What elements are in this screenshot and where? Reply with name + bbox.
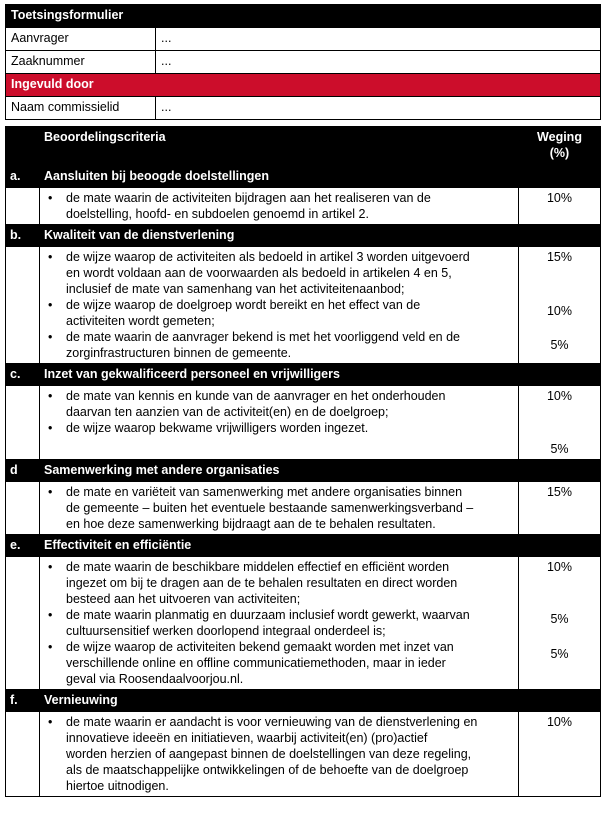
member-name-label: Naam commissielid xyxy=(6,97,156,120)
criterion-line: activiteiten wordt gemeten; xyxy=(66,314,215,328)
section-title: Aansluiten bij beoogde doelstellingen xyxy=(40,166,601,188)
criteria-list-cell xyxy=(40,188,519,225)
section-letter: e. xyxy=(6,535,40,558)
weight-value: 10% xyxy=(546,715,573,729)
section-body xyxy=(6,482,601,535)
weight-cell xyxy=(519,557,601,690)
table-row xyxy=(6,97,601,120)
case-number-value[interactable]: ... xyxy=(156,51,601,74)
criterion-line: • de mate waarin de activiteiten bijdragen aan het realiseren van de xyxy=(66,191,431,205)
criterion-line: • de wijze waarop bekwame vrijwilligers worden ingezet. xyxy=(66,421,369,435)
header-spacer xyxy=(6,126,40,166)
criterion-line: • de mate waarin er aandacht is voor vernieuwing van de dienstverlening en xyxy=(66,715,478,729)
list-item xyxy=(66,714,514,794)
criterion-line: innovatieve ideeën en initiatieven, waarbij activiteit(en) (pro)actief xyxy=(66,731,428,745)
weight-value: 10% xyxy=(546,304,573,318)
criterion-line: • de mate waarin de beschikbare middelen effectief en efficiënt worden xyxy=(66,560,450,574)
criteria-list xyxy=(44,559,514,687)
list-item xyxy=(66,639,514,687)
weight-value: 10% xyxy=(546,191,573,205)
section-title: Kwaliteit van de dienstverlening xyxy=(40,225,601,248)
section-spacer xyxy=(6,247,40,364)
section-spacer xyxy=(6,482,40,535)
weight-value: 5% xyxy=(550,338,569,352)
criterion-line: • de mate en variëteit van samenwerking met andere organisaties binnen xyxy=(66,485,463,499)
criteria-list xyxy=(44,388,514,436)
section-spacer xyxy=(6,712,40,797)
section-header xyxy=(6,690,601,713)
criterion-line: besteed aan het uitvoeren van activiteiten; xyxy=(66,592,301,606)
section-title: Inzet van gekwalificeerd personeel en vrijwilligers xyxy=(40,364,601,387)
section-body xyxy=(6,386,601,460)
criterion-line: ingezet om bij te dragen aan de te behalen resultaten en direct worden xyxy=(66,576,458,590)
section-title: Effectiviteit en efficiëntie xyxy=(40,535,601,558)
criterion-line: en hoe deze samenwerking bijdraagt aan de te behalen resultaten. xyxy=(66,517,436,531)
criterion-line: • de mate van kennis en kunde van de aanvrager en het onderhouden xyxy=(66,389,446,403)
filled-by-title: Ingevuld door xyxy=(6,74,601,97)
weight-value: 15% xyxy=(546,485,573,499)
section-letter: d xyxy=(6,460,40,483)
criterion-line: doelstelling, hoofd- en subdoelen genoemd in artikel 2. xyxy=(66,207,369,221)
criteria-list xyxy=(44,484,514,532)
criteria-list xyxy=(44,714,514,794)
criterion-line: de gemeente – buiten het eventuele bestaande samenwerkingsverband – xyxy=(66,501,474,515)
section-spacer xyxy=(6,557,40,690)
section-header xyxy=(6,460,601,483)
weight-value: 5% xyxy=(550,647,569,661)
criteria-list-cell xyxy=(40,247,519,364)
criterion-line: inclusief de mate van samenhang van het activiteitenaanbod; xyxy=(66,282,405,296)
weight-cell xyxy=(519,712,601,797)
weight-cell xyxy=(519,188,601,225)
list-item xyxy=(66,607,514,639)
applicant-label: Aanvrager xyxy=(6,28,156,51)
criterion-line: verschillende online en offline communicatiemethoden, maar in ieder xyxy=(66,656,446,670)
list-item xyxy=(66,559,514,607)
section-spacer xyxy=(6,386,40,460)
weight-cell xyxy=(519,386,601,460)
form-title: Toetsingsformulier xyxy=(6,5,601,28)
list-item xyxy=(66,297,514,329)
criteria-header: Beoordelingscriteria xyxy=(40,126,519,166)
weight-value: 5% xyxy=(550,442,569,456)
weight-value: 10% xyxy=(546,389,573,403)
member-name-value[interactable]: ... xyxy=(156,97,601,120)
section-header xyxy=(6,166,601,188)
criterion-line: • de mate waarin planmatig en duurzaam inclusief wordt gewerkt, waarvan xyxy=(66,608,470,622)
section-letter: c. xyxy=(6,364,40,387)
list-item xyxy=(66,249,514,297)
criterion-line: cultuursensitief werken doorlopend integraal onderdeel is; xyxy=(66,624,386,638)
list-item xyxy=(66,420,514,436)
table-row xyxy=(6,51,601,74)
section-spacer xyxy=(6,188,40,225)
weight-cell xyxy=(519,482,601,535)
weight-value: 5% xyxy=(550,612,569,626)
criterion-line: • de wijze waarop de activiteiten als bedoeld in artikel 3 worden uitgevoerd xyxy=(66,250,470,264)
criterion-line: als de maatschappelijke ontwikkelingen of de behoefte van de doelgroep xyxy=(66,763,469,777)
section-title: Samenwerking met andere organisaties xyxy=(40,460,601,483)
list-item xyxy=(66,484,514,532)
weight-header: Weging (%) xyxy=(519,126,601,166)
criterion-line: • de mate waarin de aanvrager bekend is met het voorliggend veld en de xyxy=(66,330,461,344)
criterion-line: • de wijze waarop de doelgroep wordt bereikt en het effect van de xyxy=(66,298,421,312)
section-body xyxy=(6,188,601,225)
criterion-line: geval via Roosendaalvoorjou.nl. xyxy=(66,672,244,686)
criterion-line: worden herzien of aangepast binnen de doelstellingen van deze regeling, xyxy=(66,747,472,761)
section-body xyxy=(6,247,601,364)
criteria-list xyxy=(44,249,514,361)
criterion-line: zorginfrastructuren binnen de gemeente. xyxy=(66,346,292,360)
section-header xyxy=(6,225,601,248)
criteria-table xyxy=(5,126,601,797)
section-body xyxy=(6,712,601,797)
criteria-list xyxy=(44,190,514,222)
list-item xyxy=(66,388,514,420)
section-letter: a. xyxy=(6,166,40,188)
criterion-line: daarvan ten aanzien van de activiteit(en) en de doelgroep; xyxy=(66,405,389,419)
section-letter: b. xyxy=(6,225,40,248)
criteria-list-cell xyxy=(40,482,519,535)
criterion-line: en wordt voldaan aan de voorwaarden als bedoeld in artikelen 4 en 5, xyxy=(66,266,452,280)
table-row xyxy=(6,28,601,51)
section-header xyxy=(6,535,601,558)
section-header xyxy=(6,364,601,387)
case-number-label: Zaaknummer xyxy=(6,51,156,74)
criteria-list-cell xyxy=(40,712,519,797)
list-item xyxy=(66,190,514,222)
weight-value: 10% xyxy=(546,560,573,574)
section-title: Vernieuwing xyxy=(40,690,601,713)
weight-value: 15% xyxy=(546,250,573,264)
criterion-line: hiertoe uitnodigen. xyxy=(66,779,169,793)
applicant-info-table xyxy=(5,4,601,120)
criteria-list-cell xyxy=(40,386,519,460)
list-item xyxy=(66,329,514,361)
weight-cell xyxy=(519,247,601,364)
section-body xyxy=(6,557,601,690)
criterion-line: • de wijze waarop de activiteiten bekend gemaakt worden met inzet van xyxy=(66,640,454,654)
section-letter: f. xyxy=(6,690,40,713)
applicant-value[interactable]: ... xyxy=(156,28,601,51)
criteria-list-cell xyxy=(40,557,519,690)
